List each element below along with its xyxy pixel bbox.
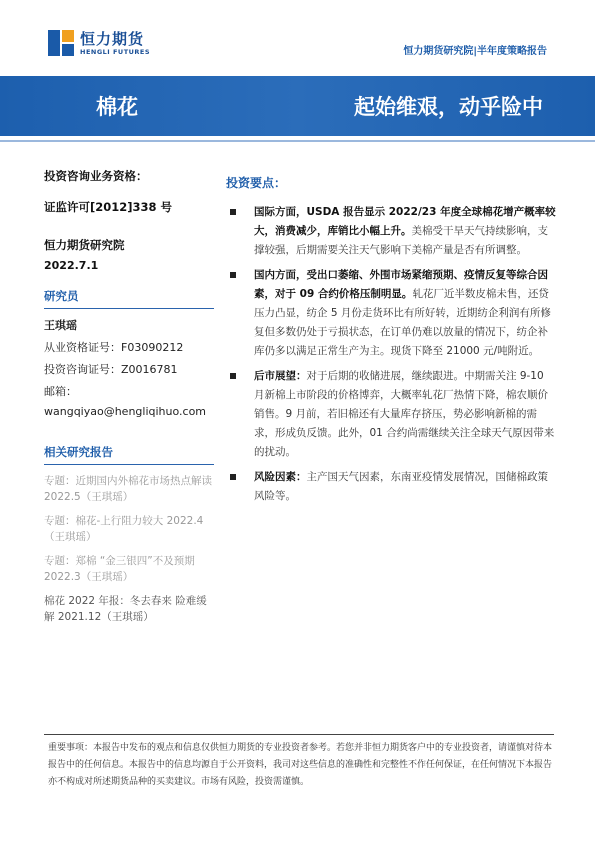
qualification-number: 证监许可[2012]338 号 bbox=[44, 200, 173, 214]
key-points-heading: 投资要点： bbox=[226, 176, 287, 190]
company-logo bbox=[48, 30, 150, 56]
related-report-item[interactable]: 棉花 2022 年报：冬去春来 险难缓解 2021.12（王琪瑶） bbox=[44, 595, 207, 623]
commodity-title: 棉花 bbox=[96, 95, 138, 119]
key-point-bold: 国际方面，USDA 报告显示 2022/23 年度全球棉花增产概率较大，消费减少，库销比小幅上升。 bbox=[254, 206, 556, 237]
bullet-icon bbox=[230, 373, 236, 379]
institute-name: 恒力期货研究院 bbox=[44, 238, 125, 252]
related-report-item[interactable]: 专题：近期国内外棉花市场热点解读 2022.5（王琪瑶） bbox=[44, 475, 212, 503]
researcher-name: 王琪瑶 bbox=[44, 319, 77, 332]
title-banner bbox=[0, 76, 595, 136]
practice-cert: 从业资格证号：F03090212 bbox=[44, 341, 184, 354]
key-point-text: 轧花厂近半数皮棉未售，还贷压力凸显，纺企 5 月份走货环比有所好转，近期纺企利润有所修复但多数仍处于亏损状态，在订单仍难以放量的情况下，纺企补库仍多以满足正常生产为主。现货下降至 21000 元/吨附近。 bbox=[254, 288, 551, 357]
banner-divider bbox=[0, 140, 595, 142]
logo-cn-text: 恒力期货 bbox=[80, 29, 145, 48]
footer-divider bbox=[44, 734, 554, 735]
key-point-text: 主产国天气因素，东南亚疫情发展情况，国储棉政策风险等。 bbox=[254, 471, 548, 502]
researcher-heading: 研究员 bbox=[44, 288, 214, 309]
advisory-cert: 投资咨询证号：Z0016781 bbox=[44, 363, 178, 376]
logo-mark-icon bbox=[48, 30, 74, 56]
email-label: 邮箱： bbox=[44, 385, 77, 398]
key-point-text: 对于后期的收储进展，继续跟进。中期需关注 9-10 月新棉上市阶段的价格博弈，大概率轧花厂热情下降，棉农顺价销售。9 月前，若旧棉还有大量库存挤压，势必影响新棉的需求，形成负反馈。此外，01 合约尚需继续关注全球天气原因带来的扰动。 bbox=[254, 370, 555, 458]
key-point-bold: 后市展望： bbox=[254, 370, 307, 382]
key-points-section bbox=[226, 174, 556, 512]
report-type-label: 恒力期货研究院|半年度策略报告 bbox=[403, 46, 547, 57]
related-report-item[interactable]: 专题：棉花-上行阻力较大 2022.4（王琪瑶） bbox=[44, 515, 204, 543]
page-header bbox=[0, 0, 595, 70]
key-point-bold: 风险因素： bbox=[254, 471, 307, 483]
related-report-item[interactable]: 专题：郑棉 “金三银四”不及预期 2022.3（王琪瑶） bbox=[44, 555, 195, 583]
qualification-label: 投资咨询业务资格： bbox=[44, 169, 148, 183]
report-date: 2022.7.1 bbox=[44, 259, 99, 272]
disclaimer-text: 重要事项：本报告中发布的观点和信息仅供恒力期货的专业投资者参考。若您并非恒力期货客户中的专业投资者，请谨慎对待本报告中的任何信息。本报告中的信息均源自于公开资料，我司对这些信息的准确性和完整性不作任何保证，在任何情况下本报告亦不构成对所述期货品种的买卖建议。市场有风险，投资需谨慎。 bbox=[48, 743, 553, 787]
key-point-bold: 国内方面，受出口萎缩、外围市场紧缩预期、疫情反复等综合因素，对于 09 合约价格压制明显。 bbox=[254, 269, 548, 300]
bullet-icon bbox=[230, 209, 236, 215]
key-point-item bbox=[226, 367, 556, 462]
left-sidebar bbox=[44, 168, 214, 625]
bullet-icon bbox=[230, 474, 236, 480]
report-title: 起始维艰，动乎险中 bbox=[354, 95, 543, 119]
key-points-list bbox=[226, 203, 556, 506]
logo-en-text: HENGLI FUTURES bbox=[80, 47, 151, 56]
related-reports-list bbox=[44, 473, 214, 625]
key-point-item bbox=[226, 266, 556, 361]
key-point-text: 美棉受干旱天气持续影响，支撑较强，后期需要关注天气影响下美棉产量是否有所调整。 bbox=[254, 225, 548, 256]
email-link[interactable]: wangqiyao@hengliqihuo.com bbox=[44, 405, 207, 418]
related-reports-heading: 相关研究报告 bbox=[44, 444, 214, 465]
bullet-icon bbox=[230, 272, 236, 278]
key-point-item bbox=[226, 468, 556, 506]
key-point-item bbox=[226, 203, 556, 260]
